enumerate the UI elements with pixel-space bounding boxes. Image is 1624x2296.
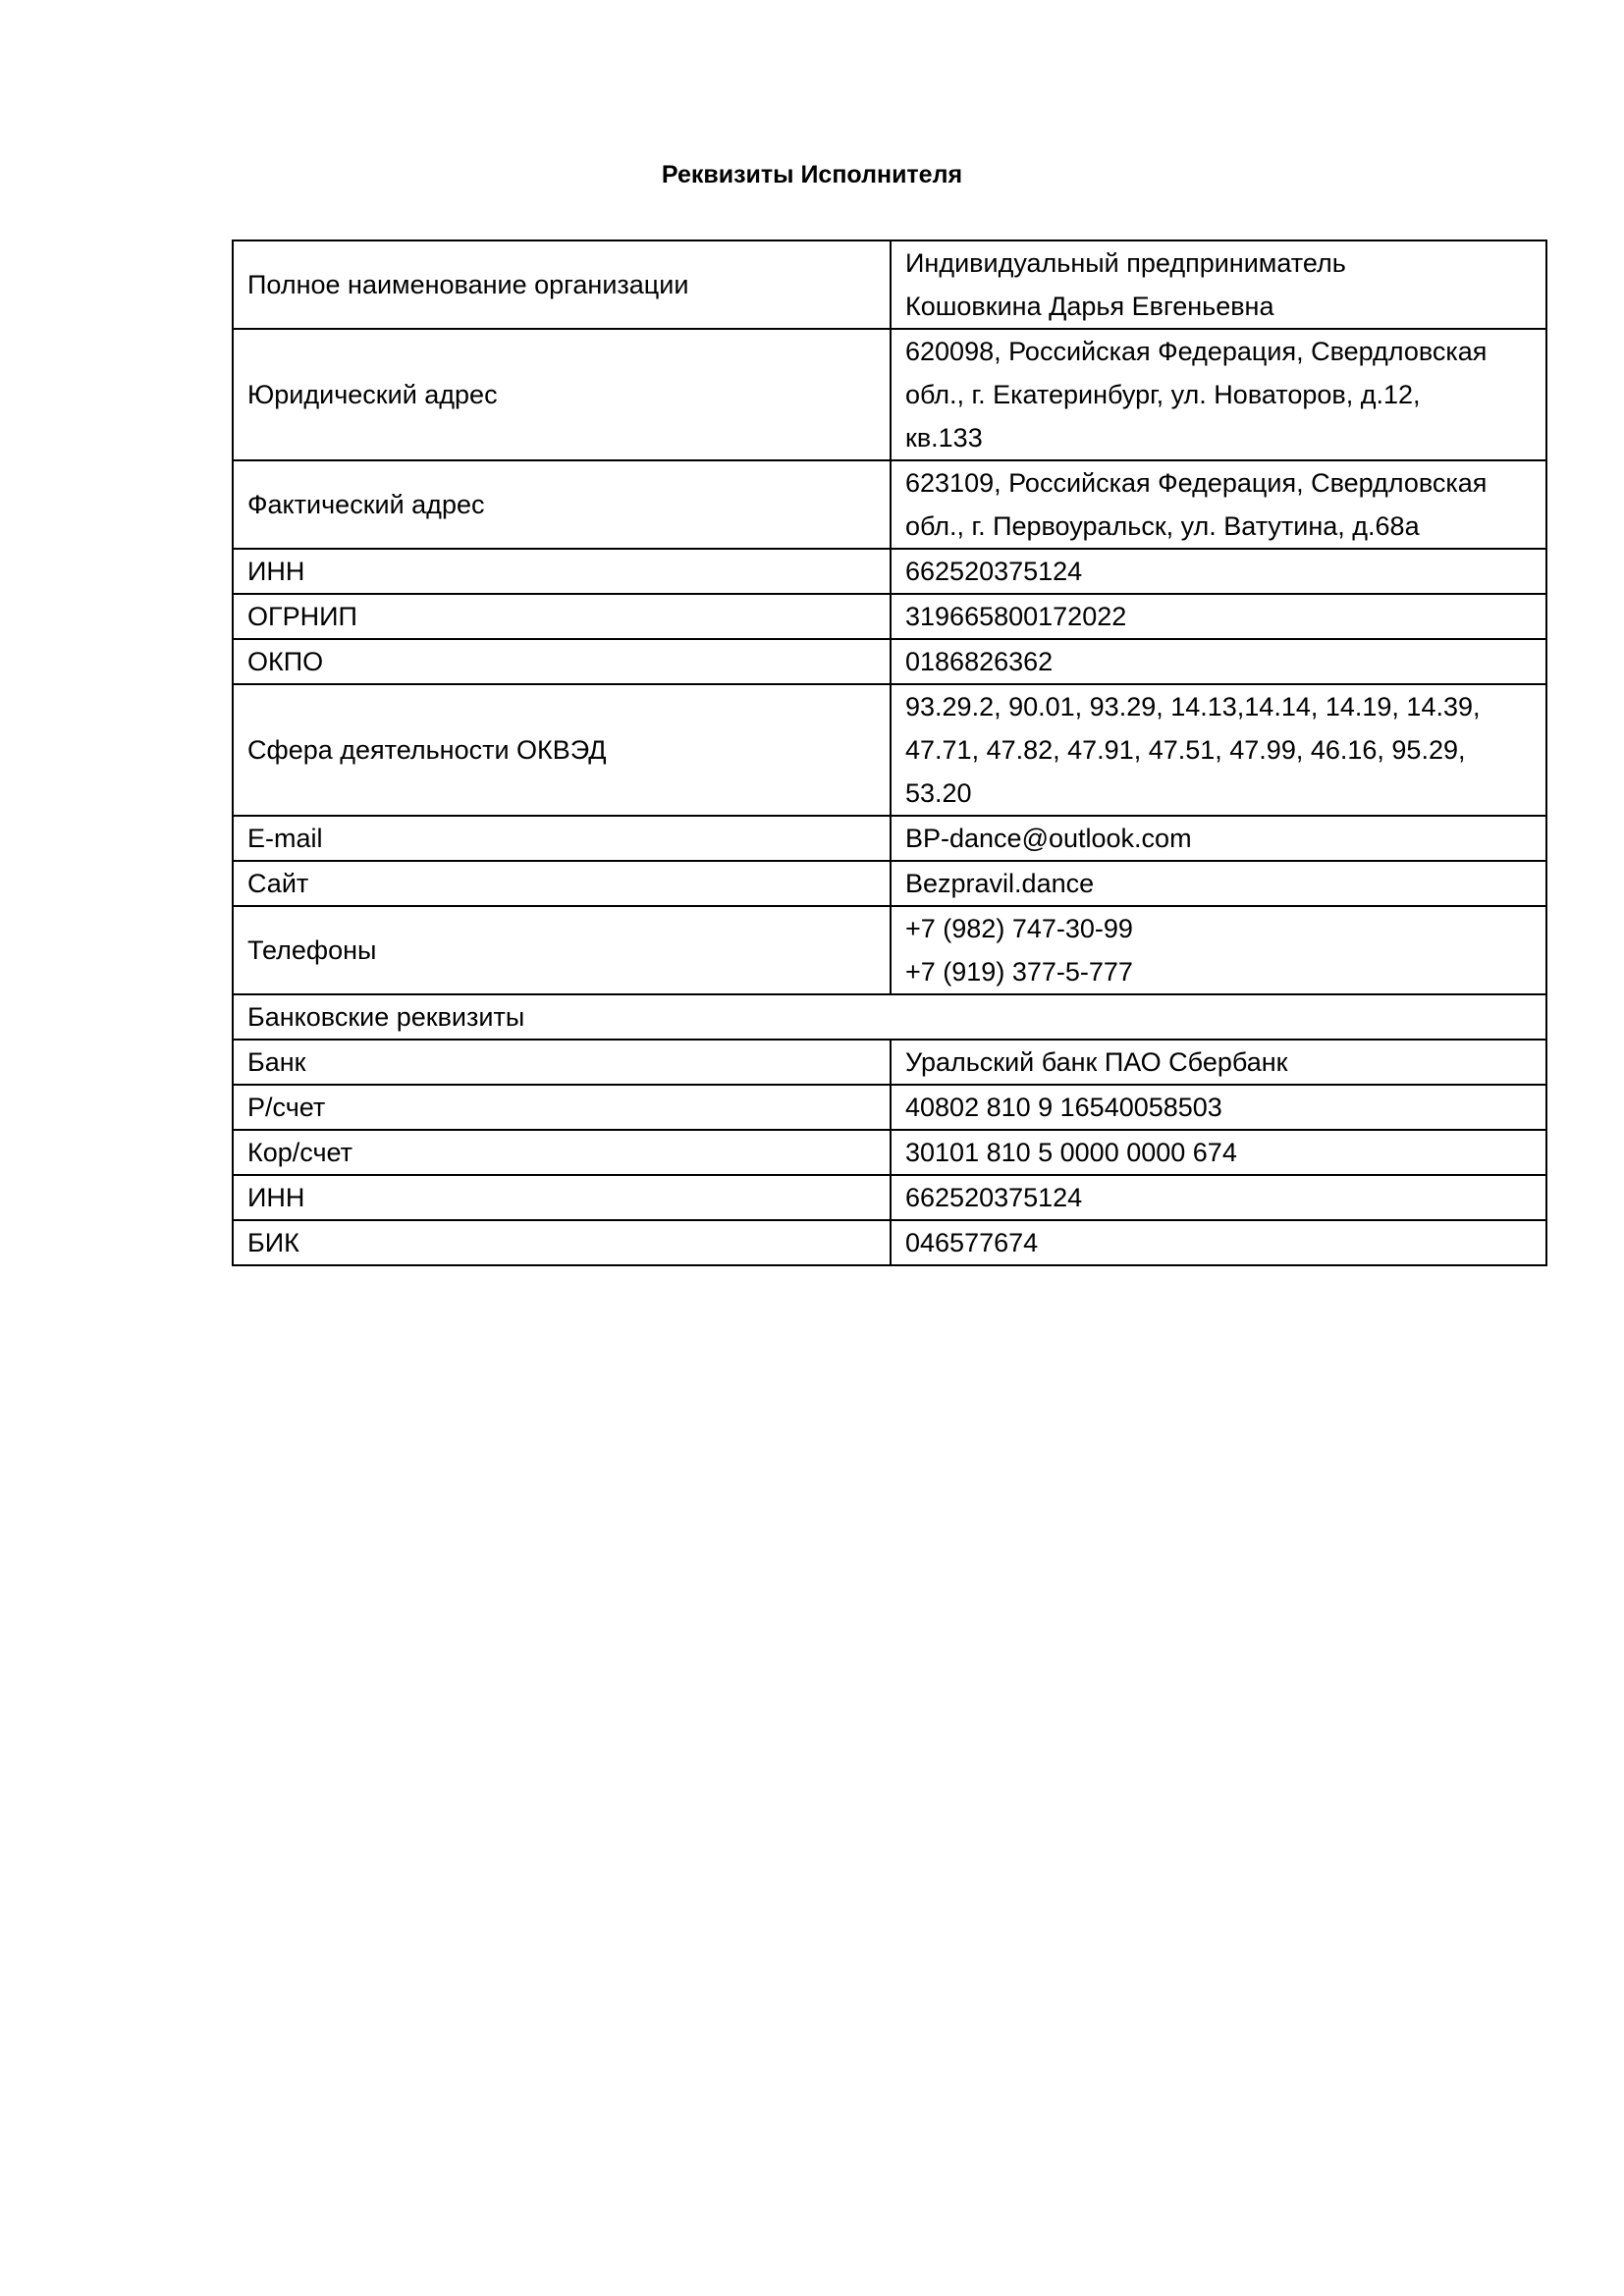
row-label: Р/счет bbox=[233, 1085, 891, 1130]
row-label: Полное наименование организации bbox=[233, 240, 891, 329]
requisites-table bbox=[232, 240, 1547, 1266]
row-label: БИК bbox=[233, 1220, 891, 1265]
table-row bbox=[233, 460, 1546, 549]
row-value: 046577674 bbox=[891, 1220, 1546, 1265]
row-value: Уральский банк ПАО Сбербанк bbox=[891, 1040, 1546, 1085]
table-row bbox=[233, 639, 1546, 684]
table-row bbox=[233, 1130, 1546, 1175]
row-label: Телефоны bbox=[233, 906, 891, 994]
table-row bbox=[233, 594, 1546, 639]
row-value: 0186826362 bbox=[891, 639, 1546, 684]
row-value: 662520375124 bbox=[891, 1175, 1546, 1220]
table-row bbox=[233, 684, 1546, 816]
row-value: +7 (982) 747-30-99 +7 (919) 377-5-777 bbox=[891, 906, 1546, 994]
row-label: Сфера деятельности ОКВЭД bbox=[233, 684, 891, 816]
row-value: Bezpravil.dance bbox=[891, 861, 1546, 906]
row-value: Индивидуальный предприниматель Кошовкина Дарья Евгеньевна bbox=[891, 240, 1546, 329]
row-label: ОГРНИП bbox=[233, 594, 891, 639]
table-row bbox=[233, 240, 1546, 329]
row-label: ОКПО bbox=[233, 639, 891, 684]
table-row bbox=[233, 1085, 1546, 1130]
row-label: Фактический адрес bbox=[233, 460, 891, 549]
table-row bbox=[233, 329, 1546, 460]
row-value: 623109, Российская Федерация, Свердловская обл., г. Первоуральск, ул. Ватутина, д.68а bbox=[891, 460, 1546, 549]
row-value: BP-dance@outlook.com bbox=[891, 816, 1546, 861]
table-row bbox=[233, 1220, 1546, 1265]
row-label: Сайт bbox=[233, 861, 891, 906]
row-value: 319665800172022 bbox=[891, 594, 1546, 639]
row-label: E-mail bbox=[233, 816, 891, 861]
row-label: ИНН bbox=[233, 1175, 891, 1220]
document-title: Реквизиты Исполнителя bbox=[661, 161, 963, 188]
table-row bbox=[233, 1040, 1546, 1085]
row-value: 620098, Российская Федерация, Свердловская обл., г. Екатеринбург, ул. Новаторов, д.12, кв.133 bbox=[891, 329, 1546, 460]
row-label: ИНН bbox=[233, 549, 891, 594]
row-label: Юридический адрес bbox=[233, 329, 891, 460]
row-value: 30101 810 5 0000 0000 674 bbox=[891, 1130, 1546, 1175]
row-value: 93.29.2, 90.01, 93.29, 14.13,14.14, 14.19, 14.39, 47.71, 47.82, 47.91, 47.51, 47.99, 46.16, 95.29, 53.20 bbox=[891, 684, 1546, 816]
table-row bbox=[233, 1175, 1546, 1220]
row-value: 40802 810 9 16540058503 bbox=[891, 1085, 1546, 1130]
bank-section-heading-row bbox=[233, 994, 1546, 1040]
table-row bbox=[233, 816, 1546, 861]
row-value: 662520375124 bbox=[891, 549, 1546, 594]
row-label: Банк bbox=[233, 1040, 891, 1085]
table-row bbox=[233, 906, 1546, 994]
row-label: Кор/счет bbox=[233, 1130, 891, 1175]
bank-section-heading: Банковские реквизиты bbox=[233, 994, 1546, 1040]
table-row bbox=[233, 861, 1546, 906]
table-row bbox=[233, 549, 1546, 594]
